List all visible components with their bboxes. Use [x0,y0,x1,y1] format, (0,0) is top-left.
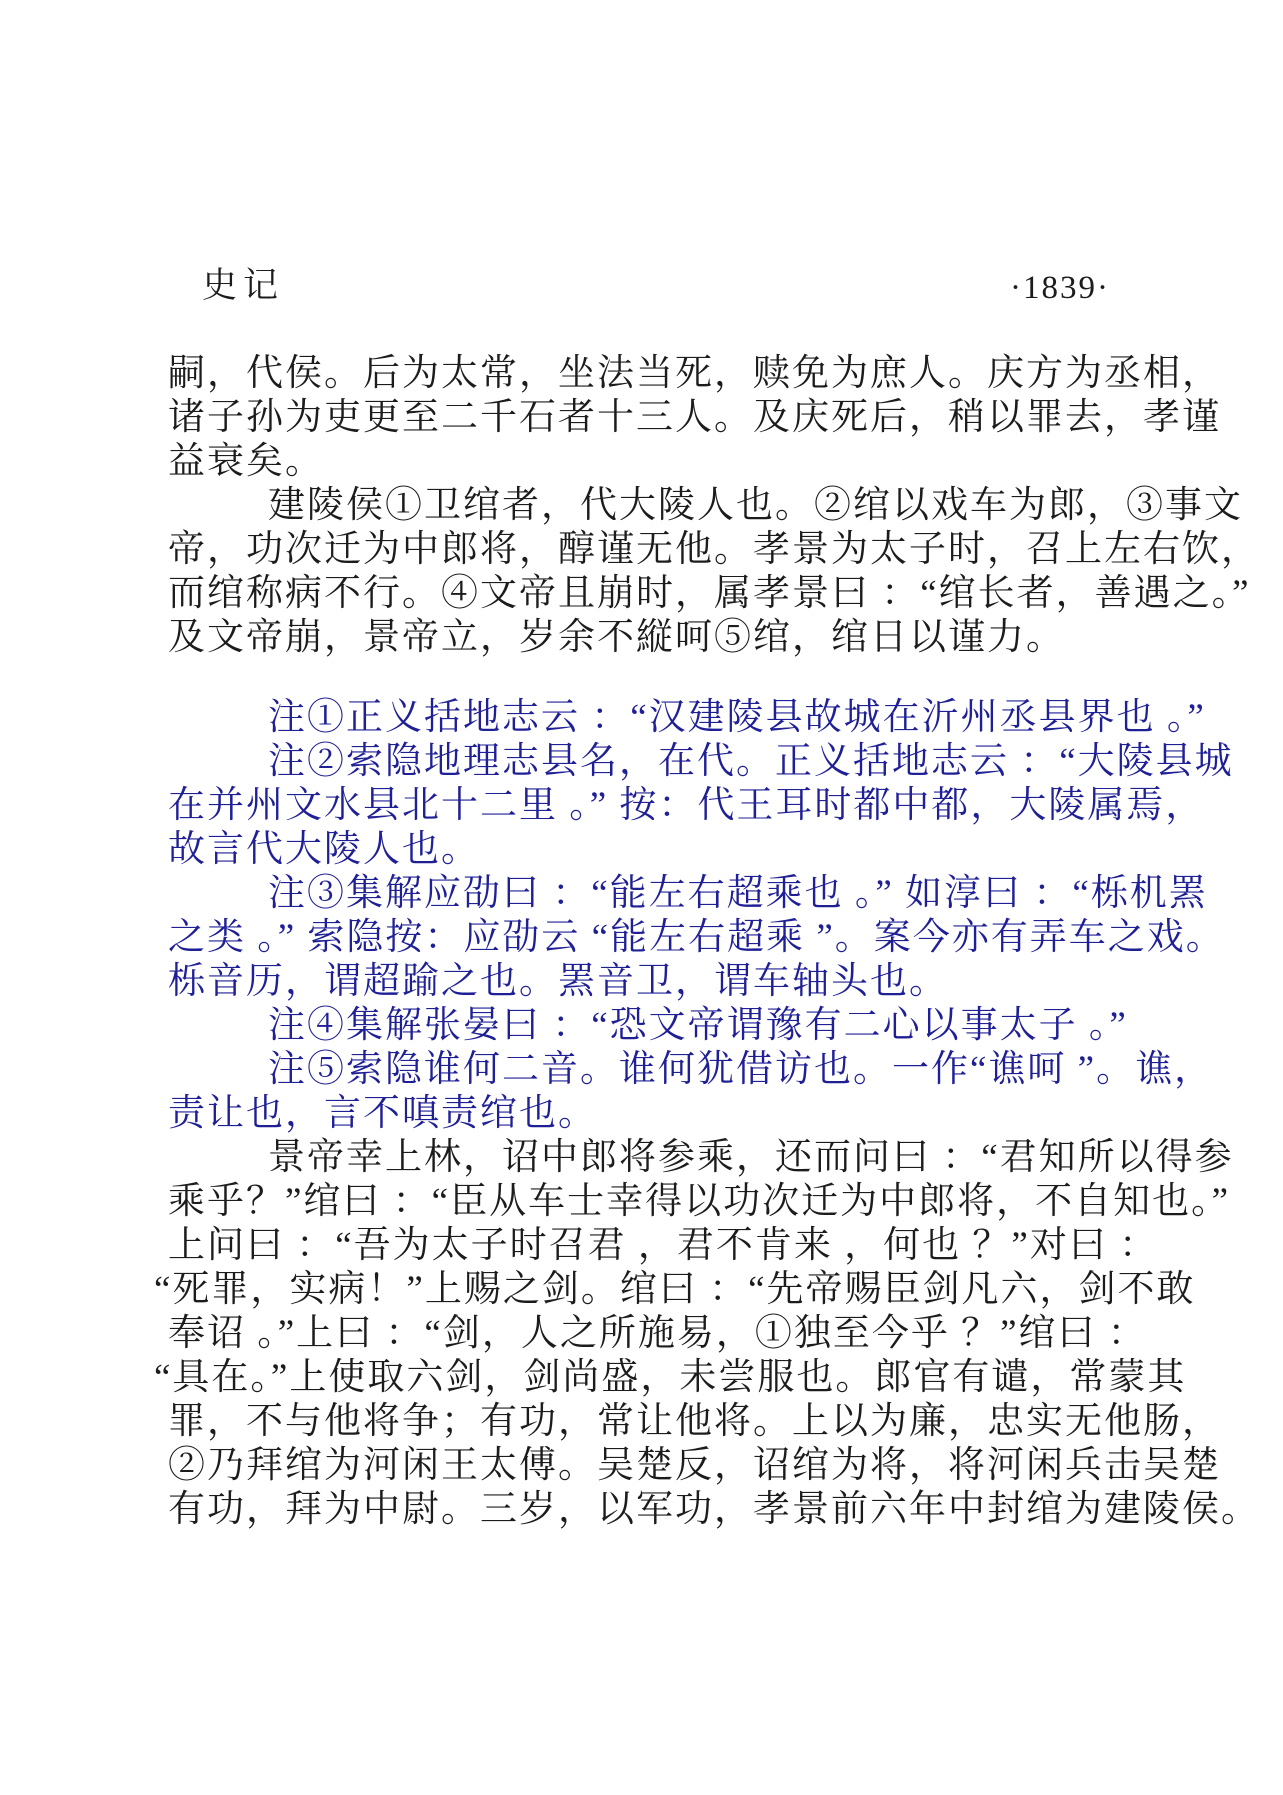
annotation-line: 之类 。” 索隐按：应劭云 “能左右超乘 ”。案今亦有弄车之戏。 [168,917,1225,958]
page-header [0,266,1283,310]
annotation-line: 注②索隐地理志县名，在代。正义括地志云 ：“大陵县城 [268,741,1234,782]
body-text-line: 景帝幸上林，诏中郎将参乘，还而问曰 ：“君知所以得参 [268,1137,1234,1178]
page-body [154,352,1260,1532]
body-text-line: 而绾称病不行。④文帝且崩时，属孝景曰 ：“绾长者，善遇之。” [168,573,1251,614]
annotation-line: 注③集解应劭曰 ：“能左右超乘也 。” 如淳曰 ：“栎机罴 [268,873,1208,914]
annotation-line: 故言代大陵人也。 [168,829,480,870]
body-text-line: 建陵侯①卫绾者，代大陵人也。②绾以戏车为郎，③事文 [268,485,1243,526]
annotation-line: 在并州文水县北十二里 。” 按：代王耳时都中都，大陵属焉， [168,785,1205,826]
body-text-line: “死罪，实病！”上赐之剑。绾曰 ：“先帝赐臣剑凡六，剑不敢 [154,1269,1196,1310]
body-text-line: 罪，不与他将争；有功，常让他将。上以为廉，忠实无他肠， [168,1401,1221,1442]
body-text-line: 帝，功次迁为中郎将，醇谨无他。孝景为太子时，召上左右饮， [168,529,1260,570]
body-text-line: 诸子孙为吏更至二千石者十三人。及庆死后，稍以罪去，孝谨 [168,397,1221,438]
body-text-line: “具在。”上使取六剑，剑尚盛，未尝服也。郎官有谴，常蒙其 [154,1357,1187,1398]
annotation-line: 注①正义括地志云 ：“汉建陵县故城在沂州丞县界也 。” [268,697,1206,738]
annotation-line: 注④集解张晏曰 ：“恐文帝谓豫有二心以事太子 。” [268,1005,1128,1046]
body-text-line: 乘乎？”绾曰 ：“臣从车士幸得以功次迁为中郎将，不自知也。” [168,1181,1231,1222]
body-text-line: 上问曰 ：“吾为太子时召君 ，君不肯来 ，何也 ？”对曰 ： [168,1225,1159,1266]
body-text-line: 益衰矣。 [168,441,324,482]
body-text-line: 嗣，代侯。后为太常，坐法当死，赎免为庶人。庆方为丞相， [168,353,1221,394]
annotation-line: 注⑤索隐谁何二音。谁何犹借访也。一作“谯呵 ”。谯， [268,1049,1214,1090]
body-text-line: 有功，拜为中尉。三岁，以军功，孝景前六年中封绾为建陵侯。 [168,1489,1260,1530]
body-text-line: 奉诏 。”上曰 ：“剑，人之所施易，①独至今乎 ？”绾曰 ： [168,1313,1147,1354]
body-text-line: ②乃拜绾为河闲王太傅。吴楚反，诏绾为将，将河闲兵击吴楚 [168,1445,1221,1486]
annotation-line: 栎音历，谓超踰之也。罴音卫，谓车轴头也。 [168,961,948,1002]
annotation-line: 责让也，言不嗔责绾也。 [168,1093,597,1134]
book-title: 史记 [202,266,285,305]
body-text-line: 及文帝崩，景帝立，岁余不縦呵⑤绾，绾日以谨力。 [168,617,1065,658]
page-number: ·1839· [1010,270,1110,306]
